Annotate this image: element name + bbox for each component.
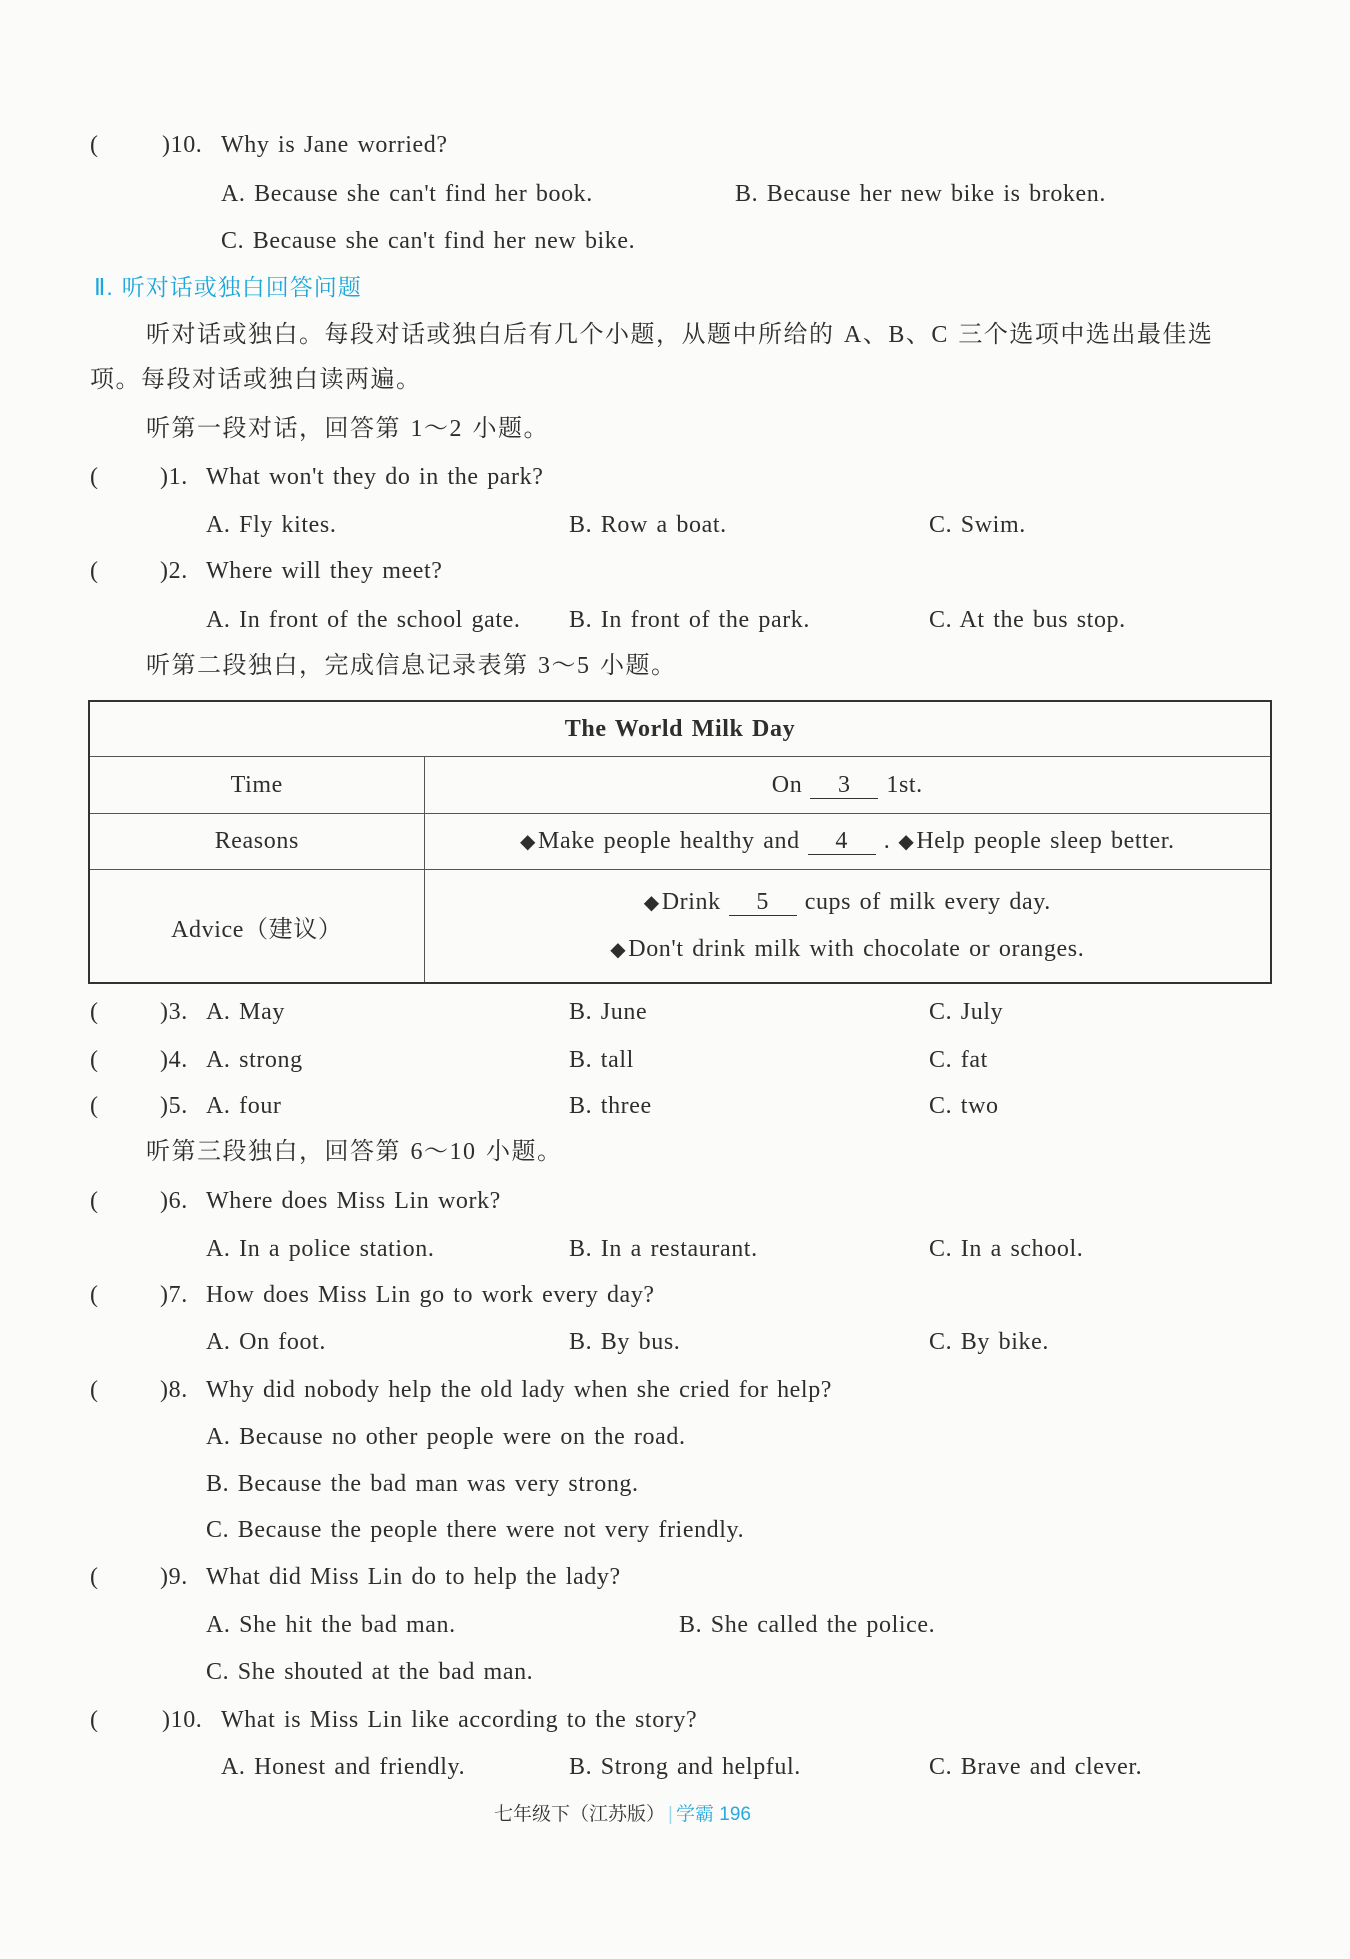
option-b: B. three xyxy=(569,1093,652,1119)
footer-grade: 七年级下（江苏版） xyxy=(494,1804,666,1825)
question-9-options-ab xyxy=(0,1601,1350,1649)
question-7 xyxy=(0,1271,1350,1319)
answer-bracket-open: ( xyxy=(90,1047,99,1073)
row-label: Reasons xyxy=(89,814,424,870)
answer-bracket-open: ( xyxy=(90,464,99,490)
question-number: )7. xyxy=(160,1282,188,1308)
blank-4: 4 xyxy=(808,828,876,855)
question-number: )4. xyxy=(160,1047,188,1073)
footer-brand: 学霸 xyxy=(675,1804,714,1825)
question-stem: What is Miss Lin like according to the story? xyxy=(221,1707,698,1733)
option-a: A. Fly kites. xyxy=(206,512,337,538)
question-stem: Why did nobody help the old lady when she cried for help? xyxy=(206,1377,833,1403)
part2-intro: 听第二段独白，完成信息记录表第 3～5 小题。 xyxy=(146,653,677,679)
option-a: A. strong xyxy=(206,1047,303,1073)
question-10 xyxy=(0,1696,1350,1744)
question-stem: What won't they do in the park? xyxy=(206,464,544,490)
blank-3: 3 xyxy=(810,772,878,799)
diamond-bullet-icon: ◆ xyxy=(898,829,915,853)
question-stem: Why is Jane worried? xyxy=(221,132,448,158)
option-a: A. Because no other people were on the road. xyxy=(206,1424,686,1450)
option-c: C. Because she can't find her new bike. xyxy=(221,228,636,254)
option-c: C. In a school. xyxy=(929,1236,1084,1262)
question-1 xyxy=(0,453,1350,501)
blank-5: 5 xyxy=(729,889,797,916)
diamond-bullet-icon: ◆ xyxy=(610,937,627,961)
question-number: )6. xyxy=(160,1188,188,1214)
question-number: )2. xyxy=(160,558,188,584)
row-content: On 3 1st. xyxy=(424,757,1271,814)
option-b: B. She called the police. xyxy=(679,1612,936,1638)
question-8-option-b-line xyxy=(0,1460,1350,1508)
prev-question-10 xyxy=(0,121,1350,169)
prev-question-10-options-ab xyxy=(0,170,1350,218)
option-a: A. Because she can't find her book. xyxy=(221,181,593,207)
question-4 xyxy=(0,1036,1350,1084)
question-number: )9. xyxy=(160,1564,188,1590)
option-a: A. May xyxy=(206,999,285,1025)
question-number: )3. xyxy=(160,999,188,1025)
answer-bracket-open: ( xyxy=(90,558,99,584)
question-9-option-c-line xyxy=(0,1648,1350,1696)
question-6 xyxy=(0,1177,1350,1225)
option-a: A. She hit the bad man. xyxy=(206,1612,456,1638)
option-a: A. On foot. xyxy=(206,1329,326,1355)
page-number: 196 xyxy=(719,1804,751,1825)
question-stem: Where will they meet? xyxy=(206,558,443,584)
advice-line-1: ◆Drink 5 cups of milk every day. xyxy=(643,889,1051,915)
table-title: The World Milk Day xyxy=(89,701,1271,757)
question-stem: Where does Miss Lin work? xyxy=(206,1188,501,1214)
option-c: C. fat xyxy=(929,1047,988,1073)
row-content xyxy=(424,870,1271,984)
question-2 xyxy=(0,547,1350,595)
part3-intro: 听第三段独白，回答第 6～10 小题。 xyxy=(146,1139,563,1165)
prev-question-10-options-c xyxy=(0,217,1350,265)
answer-bracket-open: ( xyxy=(90,1093,99,1119)
option-c: C. By bike. xyxy=(929,1329,1049,1355)
question-stem: What did Miss Lin do to help the lady? xyxy=(206,1564,621,1590)
section-heading xyxy=(0,263,1350,311)
question-stem: How does Miss Lin go to work every day? xyxy=(206,1282,655,1308)
diamond-bullet-icon: ◆ xyxy=(643,890,660,914)
option-b: B. tall xyxy=(569,1047,634,1073)
option-c: C. Swim. xyxy=(929,512,1026,538)
option-b: B. Because the bad man was very strong. xyxy=(206,1471,639,1497)
row-content: ◆Make people healthy and 4 . ◆Help people sleep better. xyxy=(424,814,1271,870)
milk-day-info-table xyxy=(88,700,1272,984)
option-b: B. By bus. xyxy=(569,1329,681,1355)
option-c: C. two xyxy=(929,1093,999,1119)
question-5 xyxy=(0,1082,1350,1130)
option-c: C. July xyxy=(929,999,1004,1025)
page-footer xyxy=(494,1795,751,1835)
option-b: B. In a restaurant. xyxy=(569,1236,758,1262)
option-b: B. Because her new bike is broken. xyxy=(735,181,1106,207)
question-2-options xyxy=(0,596,1350,644)
option-c: C. Because the people there were not very friendly. xyxy=(206,1517,745,1543)
answer-bracket-open: ( xyxy=(90,1564,99,1590)
table-row-time xyxy=(89,757,1271,814)
row-label: Time xyxy=(89,757,424,814)
section-instructions-line-1: 听对话或独白。每段对话或独白后有几个小题，从题中所给的 A、B、C 三个选项中选出最佳选 xyxy=(146,322,1214,348)
question-8-option-a-line xyxy=(0,1413,1350,1461)
option-b: B. Strong and helpful. xyxy=(569,1754,801,1780)
option-a: A. In a police station. xyxy=(206,1236,435,1262)
answer-bracket-open: ( xyxy=(90,1282,99,1308)
question-10-options xyxy=(0,1743,1350,1791)
answer-bracket-open: ( xyxy=(90,1188,99,1214)
option-c: C. Brave and clever. xyxy=(929,1754,1143,1780)
option-b: B. Row a boat. xyxy=(569,512,727,538)
part1-intro: 听第一段对话，回答第 1～2 小题。 xyxy=(146,416,549,442)
row-label: Advice（建议） xyxy=(89,870,424,984)
option-a: A. four xyxy=(206,1093,282,1119)
question-7-options xyxy=(0,1318,1350,1366)
table-row-reasons xyxy=(89,814,1271,870)
question-6-options xyxy=(0,1225,1350,1273)
option-c: C. At the bus stop. xyxy=(929,607,1126,633)
question-number: )1. xyxy=(160,464,188,490)
section-title: 听对话或独白回答问题 xyxy=(121,274,362,300)
answer-bracket-open: ( xyxy=(90,1377,99,1403)
answer-bracket-open: ( xyxy=(90,999,99,1025)
question-number: )5. xyxy=(160,1093,188,1119)
option-a: A. In front of the school gate. xyxy=(206,607,521,633)
question-9 xyxy=(0,1553,1350,1601)
option-c: C. She shouted at the bad man. xyxy=(206,1659,534,1685)
section-numeral: Ⅱ. xyxy=(94,274,114,300)
option-b: B. June xyxy=(569,999,648,1025)
option-b: B. In front of the park. xyxy=(569,607,811,633)
question-number: )8. xyxy=(160,1377,188,1403)
question-1-options xyxy=(0,501,1350,549)
question-8-option-c-line xyxy=(0,1506,1350,1554)
table-row-advice xyxy=(89,870,1271,984)
footer-separator: | xyxy=(668,1804,673,1825)
question-3 xyxy=(0,988,1350,1036)
option-a: A. Honest and friendly. xyxy=(221,1754,466,1780)
answer-bracket-open: ( xyxy=(90,1707,99,1733)
question-number: )10. xyxy=(162,132,203,158)
advice-line-2: ◆Don't drink milk with chocolate or oranges. xyxy=(610,936,1085,962)
diamond-bullet-icon: ◆ xyxy=(520,829,536,853)
section-instructions-line-2: 项。每段对话或独白读两遍。 xyxy=(90,367,422,393)
question-number: )10. xyxy=(162,1707,203,1733)
answer-bracket-open: ( xyxy=(90,132,99,158)
question-8 xyxy=(0,1366,1350,1414)
